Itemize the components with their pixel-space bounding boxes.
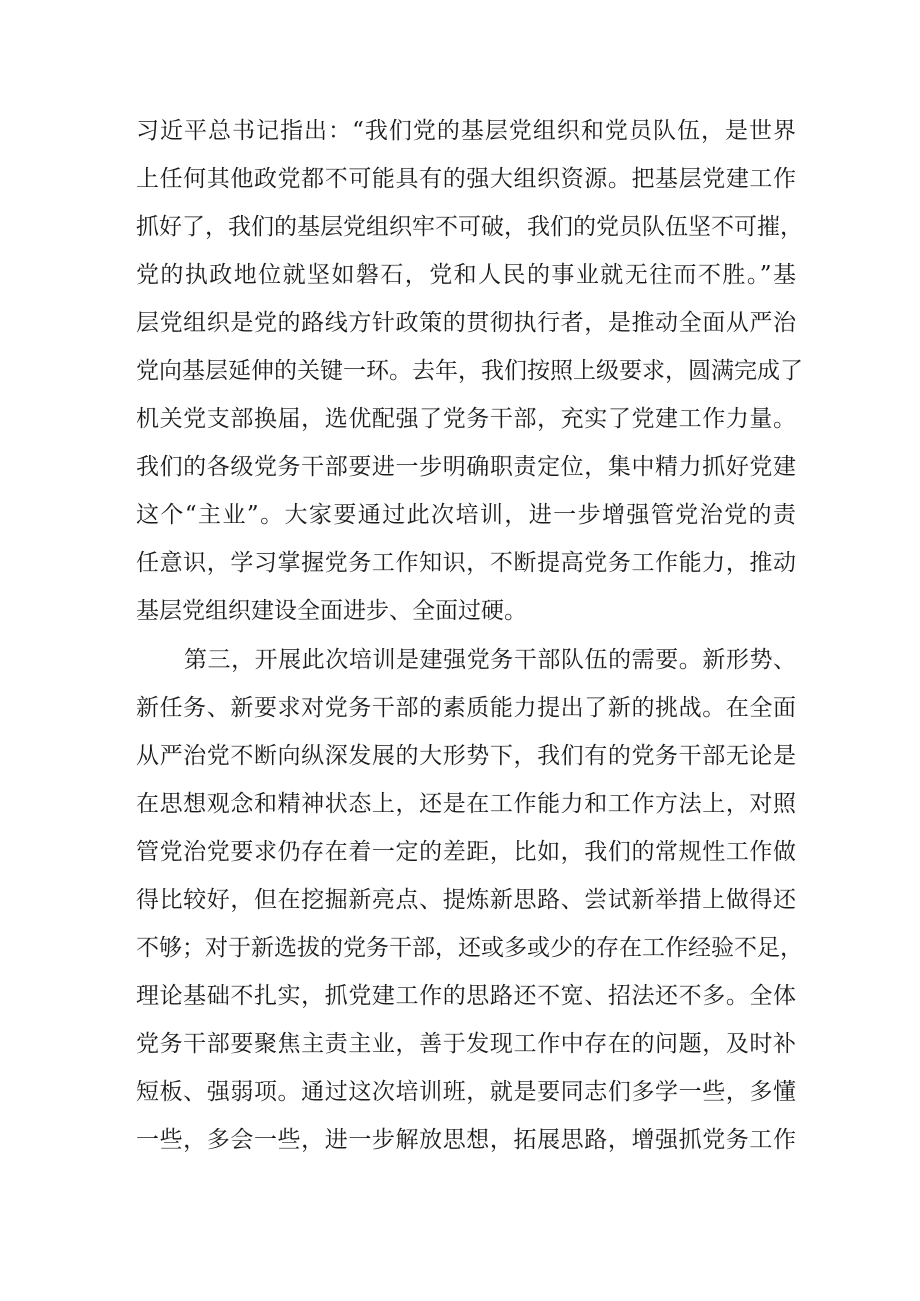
text-line: 在思想观念和精神状态上，还是在工作能力和工作方法上，对照 xyxy=(136,791,796,817)
text-line: 我们的各级党务干部要进一步明确职责定位，集中精力抓好党建 xyxy=(136,454,796,480)
text-line: 习近平总书记指出：“我们党的基层党组织和党员队伍，是世界 xyxy=(136,118,796,144)
text-line: 层党组织是党的路线方针政策的贯彻执行者，是推动全面从严治 xyxy=(136,310,796,336)
text-line: 不够；对于新选拔的党务干部，还或多或少的存在工作经验不足， xyxy=(136,935,803,961)
text-line: 党务干部要聚焦主责主业，善于发现工作中存在的问题，及时补 xyxy=(136,1031,796,1057)
text-line: 新任务、新要求对党务干部的素质能力提出了新的挑战。在全面 xyxy=(136,695,796,721)
text-line: 理论基础不扎实，抓党建工作的思路还不宽、招法还不多。全体 xyxy=(136,983,796,1009)
text-line: 这个“主业”。大家要通过此次培训，进一步增强管党治党的责 xyxy=(136,502,796,528)
text-line: 管党治党要求仍存在着一定的差距，比如，我们的常规性工作做 xyxy=(136,839,796,865)
text-line: 得比较好，但在挖掘新亮点、提炼新思路、尝试新举措上做得还 xyxy=(136,887,796,913)
text-line: 抓好了，我们的基层党组织牢不可破，我们的党员队伍坚不可摧， xyxy=(136,214,803,240)
text-line: 从严治党不断向纵深发展的大形势下，我们有的党务干部无论是 xyxy=(136,743,796,769)
text-line: 上任何其他政党都不可能具有的强大组织资源。把基层党建工作 xyxy=(136,166,796,192)
text-line: 任意识，学习掌握党务工作知识，不断提高党务工作能力，推动 xyxy=(136,550,796,576)
text-line: 基层党组织建设全面进步、全面过硬。 xyxy=(136,598,527,624)
text-line: 短板、强弱项。通过这次培训班，就是要同志们多学一些，多懂 xyxy=(136,1079,796,1105)
text-line: 党向基层延伸的关键一环。去年，我们按照上级要求，圆满完成了 xyxy=(136,358,803,384)
text-line: 党的执政地位就坚如磐石，党和人民的事业就无往而不胜。”基 xyxy=(136,262,796,288)
text-line: 一些，多会一些，进一步解放思想，拓展思路，增强抓党务工作 xyxy=(136,1127,796,1153)
text-line: 机关党支部换届，选优配强了党务干部，充实了党建工作力量。 xyxy=(136,406,796,432)
text-line: 第三，开展此次培训是建强党务干部队伍的需要。新形势、 xyxy=(184,647,796,673)
